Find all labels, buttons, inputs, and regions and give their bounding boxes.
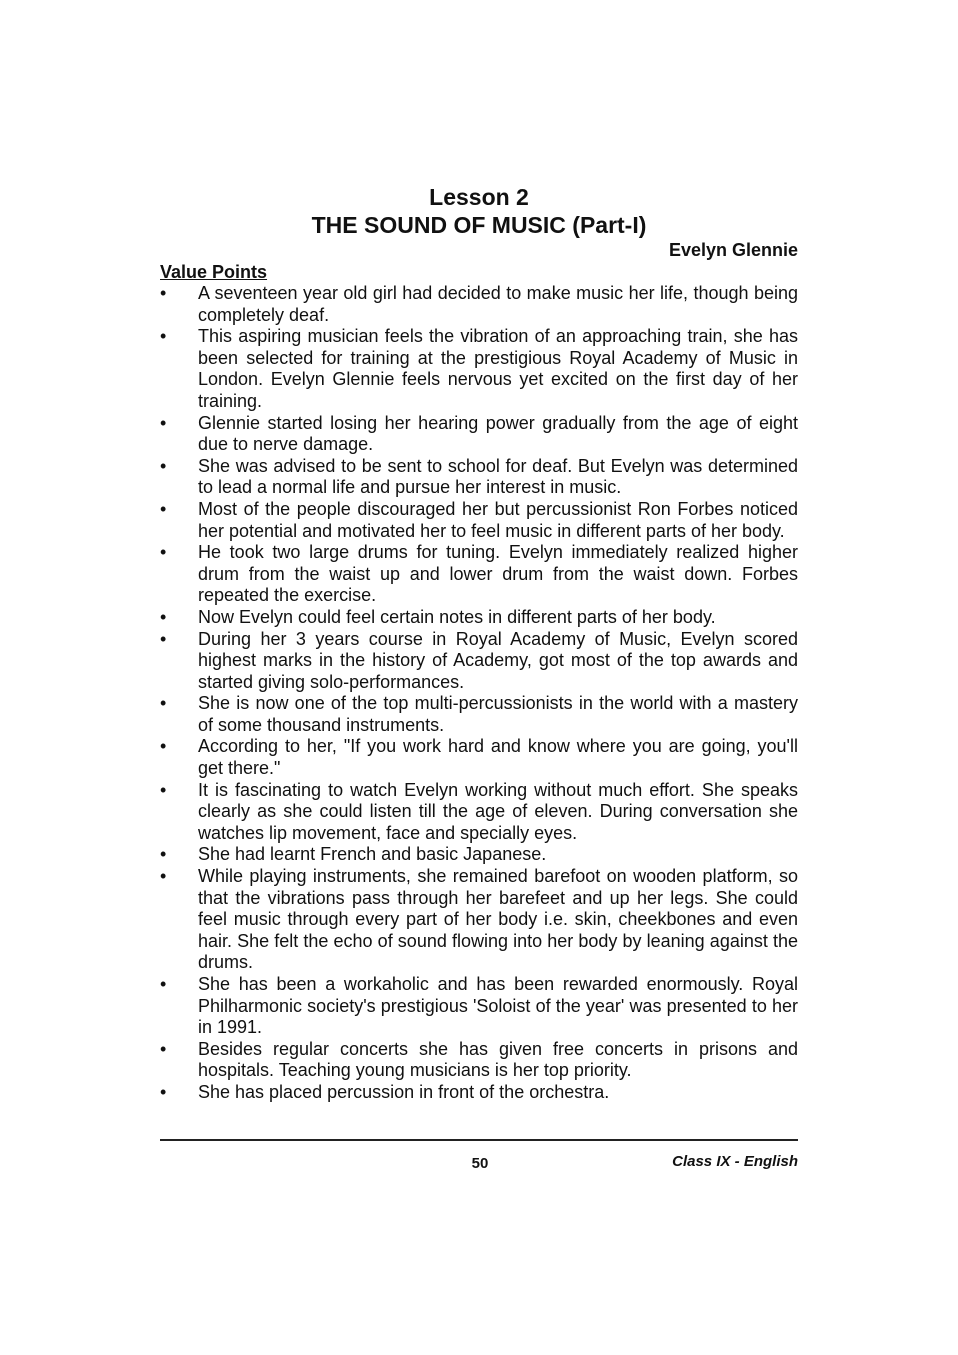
point-text: While playing instruments, she remained barefoot on wooden platform, so that the vibrations pass through her barefeet and up her legs. She could feel music through every part of her body i.e. skin, cheekbones and even hair. She felt the echo of sound flowing into her body by leaning against the drums.	[198, 866, 798, 973]
bullet-icon: •	[160, 1081, 167, 1102]
bullet-icon: •	[160, 628, 167, 649]
point-text: She has placed percussion in front of the orchestra.	[198, 1081, 610, 1102]
bullet-icon: •	[160, 693, 167, 714]
point-text: This aspiring musician feels the vibration of an approaching train, she has been selected for training at the prestigious Royal Academy of Music in London. Evelyn Glennie feels nervous yet excited on the first day of her training.	[198, 326, 798, 411]
lesson-title: THE SOUND OF MUSIC (Part-I)	[311, 212, 647, 238]
author-name: Evelyn Glennie	[668, 240, 798, 260]
bullet-icon: •	[160, 542, 167, 563]
list-item	[160, 866, 798, 974]
point-text: Besides regular concerts she has given free concerts in prisons and hospitals. Teaching young musicians is her top priority.	[198, 1038, 798, 1081]
list-item	[160, 542, 798, 607]
bullet-icon: •	[160, 283, 167, 303]
bullet-icon: •	[160, 779, 167, 800]
bullet-icon: •	[160, 1038, 167, 1059]
bullet-icon: •	[160, 455, 167, 476]
list-item	[160, 736, 798, 779]
list-item	[160, 607, 798, 629]
point-text: He took two large drums for tuning. Evelyn immediately realized higher drum from the waist up and lower drum from the waist down. Forbes repeated the exercise.	[198, 542, 798, 606]
point-text: She had learnt French and basic Japanese.	[198, 844, 547, 865]
point-text: Most of the people discouraged her but percussionist Ron Forbes noticed her potential and motivated her to feel music in different parts of her body.	[198, 498, 798, 541]
list-item	[160, 693, 798, 736]
point-text: She has been a workaholic and has been rewarded enormously. Royal Philharmonic society's prestigious 'Soloist of the year' was presented to her in 1991.	[198, 974, 798, 1038]
list-item	[160, 326, 798, 412]
footer-book-title: Class IX - English	[672, 1153, 798, 1170]
point-text: It is fascinating to watch Evelyn working without much effort. She speaks clearly as she could listen till the age of eleven. During conversation she watches lip movement, face and specially eyes.	[198, 779, 798, 843]
list-item	[160, 780, 798, 845]
section-heading: Value Points	[160, 262, 268, 282]
point-text: During her 3 years course in Royal Academy of Music, Evelyn scored highest marks in the history of Academy, got most of the top awards and started giving solo-performances.	[198, 628, 798, 692]
bullet-icon: •	[160, 866, 167, 887]
list-item	[160, 499, 798, 542]
value-points-list	[160, 283, 798, 1104]
bullet-icon: •	[160, 844, 167, 865]
bullet-icon: •	[160, 412, 167, 433]
point-text: Glennie started losing her hearing power gradually from the age of eight due to nerve damage.	[198, 412, 798, 455]
footer-divider	[160, 1139, 798, 1141]
list-item	[160, 844, 798, 866]
point-text: She was advised to be sent to school for deaf. But Evelyn was determined to lead a normal life and pursue her interest in music.	[198, 455, 798, 498]
page-content	[160, 183, 798, 1104]
bullet-icon: •	[160, 974, 167, 994]
list-item	[160, 1082, 798, 1104]
bullet-icon: •	[160, 606, 167, 627]
page-number: 50	[471, 1155, 489, 1172]
bullet-icon: •	[160, 736, 167, 757]
list-item	[160, 413, 798, 456]
bullet-icon: •	[160, 326, 167, 347]
lesson-number: Lesson 2	[429, 184, 529, 210]
point-text: Now Evelyn could feel certain notes in different parts of her body.	[198, 606, 716, 627]
point-text: A seventeen year old girl had decided to make music her life, though being completely deaf.	[198, 283, 798, 325]
point-text: According to her, "If you work hard and know where you are going, you'll get there."	[198, 736, 798, 779]
list-item	[160, 629, 798, 694]
list-item	[160, 456, 798, 499]
bullet-icon: •	[160, 498, 167, 519]
list-item	[160, 1039, 798, 1082]
point-text: She is now one of the top multi-percussionists in the world with a mastery of some thousand instruments.	[198, 693, 798, 735]
list-item	[160, 283, 798, 326]
list-item	[160, 974, 798, 1039]
